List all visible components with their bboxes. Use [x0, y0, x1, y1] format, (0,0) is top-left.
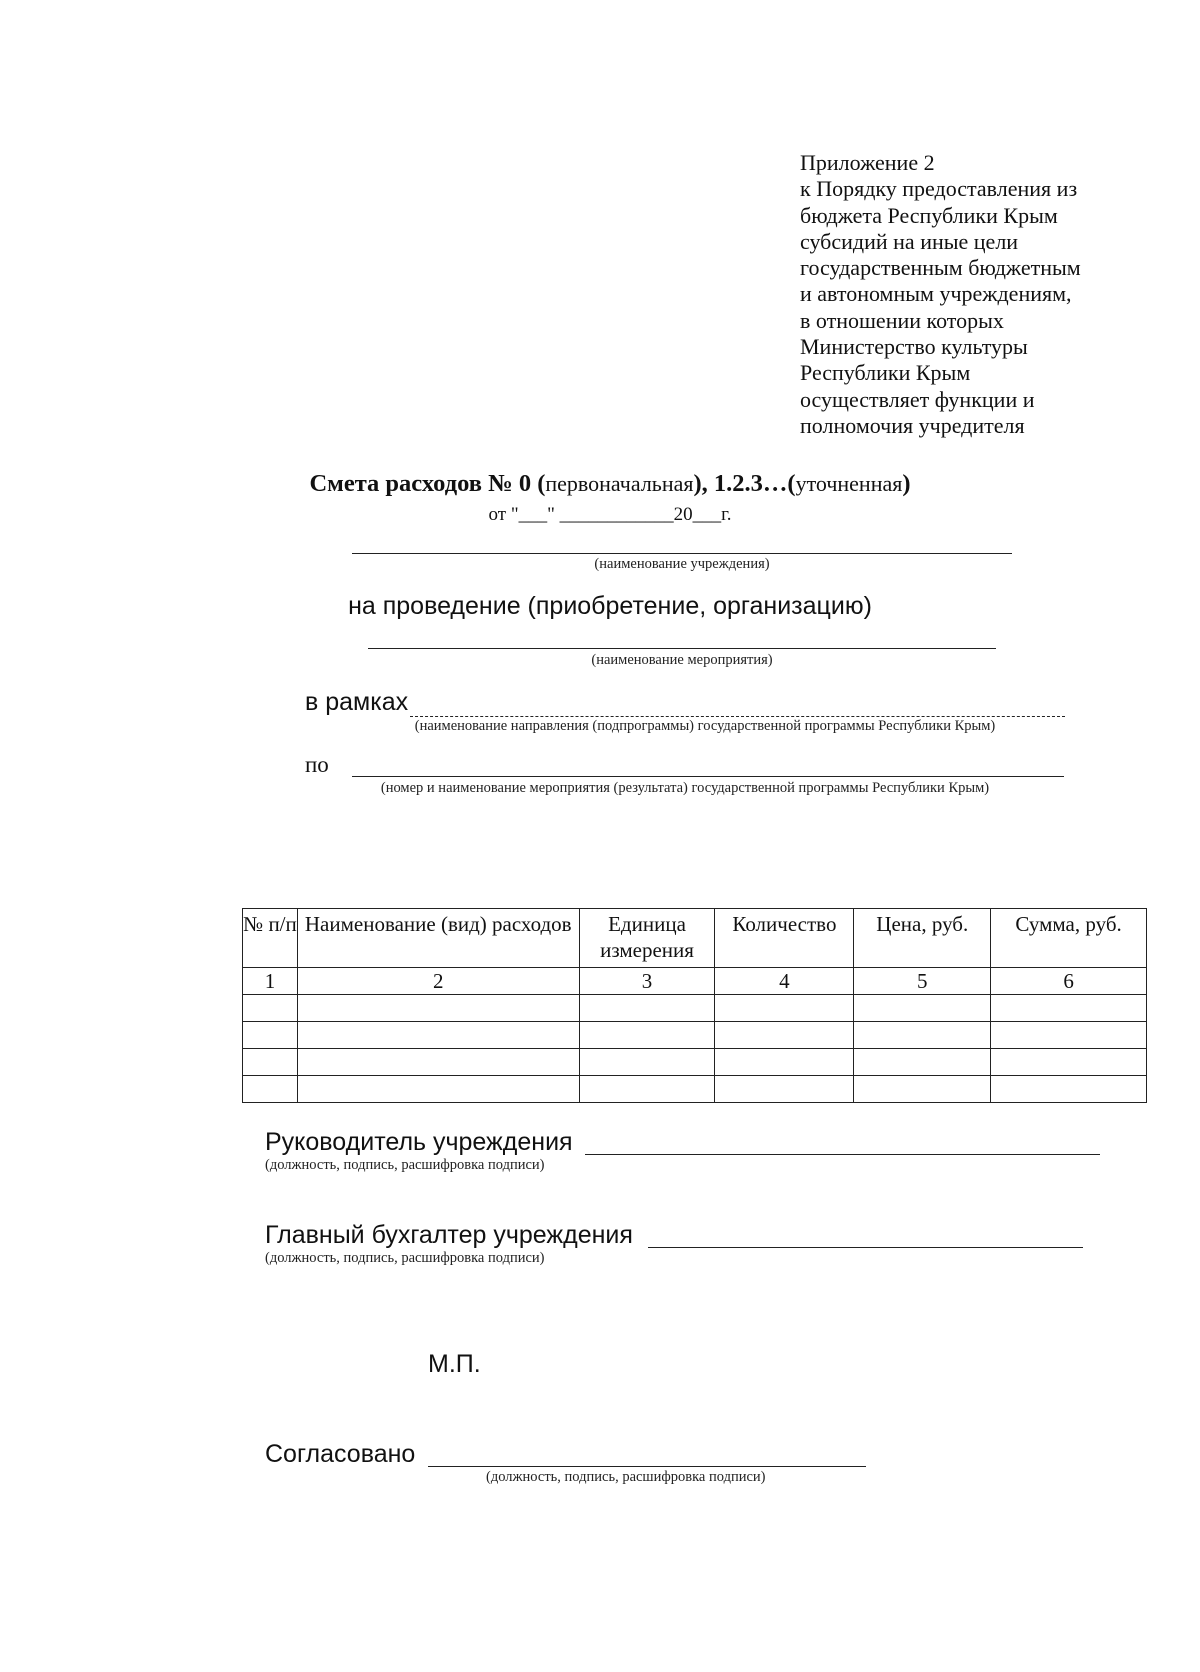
- table-cell[interactable]: [579, 1022, 715, 1049]
- table-cell[interactable]: [991, 1049, 1147, 1076]
- institution-caption: (наименование учреждения): [594, 556, 770, 572]
- header-number: № п/п: [243, 909, 298, 968]
- table-cell[interactable]: [243, 1022, 298, 1049]
- approved-signature-line[interactable]: [428, 1466, 866, 1467]
- column-number: 4: [715, 968, 854, 995]
- title-part: Смета расходов № 0 (: [309, 470, 546, 497]
- table-header-row: [243, 909, 1147, 968]
- title-part: ): [902, 470, 911, 497]
- table-cell[interactable]: [854, 995, 991, 1022]
- header-sum: Сумма, руб.: [991, 909, 1147, 968]
- head-signature-line[interactable]: [585, 1154, 1100, 1155]
- column-number: 5: [854, 968, 991, 995]
- stamp-place: М.П.: [428, 1350, 481, 1378]
- appendix-line: Министерство культуры: [800, 334, 1028, 360]
- accountant-signature-label: Главный бухгалтер учреждения: [265, 1221, 633, 1249]
- event-caption: (наименование мероприятия): [591, 652, 773, 668]
- header-expense-name: Наименование (вид) расходов: [297, 909, 579, 968]
- table-cell[interactable]: [991, 995, 1147, 1022]
- table-cell[interactable]: [854, 1076, 991, 1103]
- program-caption: (наименование направления (подпрограммы) государственной программы Республики Крым): [414, 718, 996, 734]
- appendix-line: к Порядку предоставления из: [800, 176, 1078, 202]
- table-column-numbers-row: [243, 968, 1147, 995]
- appendix-line: бюджета Республики Крым: [800, 202, 1058, 228]
- measure-label: по: [305, 752, 329, 777]
- appendix-line: государственным бюджетным: [800, 255, 1081, 281]
- title-part: первоначальная: [545, 471, 694, 496]
- table-cell[interactable]: [579, 995, 715, 1022]
- document-title: [200, 470, 1020, 498]
- table-cell[interactable]: [243, 1049, 298, 1076]
- head-signature-label: Руководитель учреждения: [265, 1128, 573, 1156]
- event-line[interactable]: [368, 648, 996, 649]
- header-unit: Единица измерения: [579, 909, 715, 968]
- table-row: [243, 1049, 1147, 1076]
- approved-label: Согласовано: [265, 1440, 416, 1468]
- table-cell[interactable]: [715, 1049, 854, 1076]
- table-row: [243, 995, 1147, 1022]
- column-number: 6: [991, 968, 1147, 995]
- appendix-line: осуществляет функции и: [800, 386, 1035, 412]
- column-number: 1: [243, 968, 298, 995]
- approved-signature-caption: (должность, подпись, расшифровка подписи): [486, 1469, 766, 1485]
- measure-line[interactable]: [352, 776, 1064, 777]
- institution-line[interactable]: [352, 553, 1012, 554]
- table-cell[interactable]: [715, 1076, 854, 1103]
- table-cell[interactable]: [991, 1076, 1147, 1103]
- accountant-signature-line[interactable]: [648, 1247, 1083, 1248]
- estimate-table: [242, 908, 1147, 1103]
- appendix-line: Республики Крым: [800, 360, 971, 386]
- table-cell[interactable]: [297, 1049, 579, 1076]
- column-number: 2: [297, 968, 579, 995]
- table-cell[interactable]: [579, 1049, 715, 1076]
- date-line: от "___" ____________20___г.: [488, 504, 732, 525]
- title-part: ), 1.2.3…(: [693, 470, 796, 497]
- table-row: [243, 1076, 1147, 1103]
- appendix-line: субсидий на иные цели: [800, 228, 1019, 254]
- table-cell[interactable]: [297, 1022, 579, 1049]
- table-cell[interactable]: [715, 995, 854, 1022]
- table-cell[interactable]: [715, 1022, 854, 1049]
- accountant-signature-caption: (должность, подпись, расшифровка подписи): [265, 1250, 545, 1266]
- appendix-note: [800, 150, 1130, 439]
- table-cell[interactable]: [297, 1076, 579, 1103]
- appendix-line: Приложение 2: [800, 150, 935, 175]
- title-part: уточненная: [795, 471, 903, 496]
- measure-caption: (номер и наименование мероприятия (результата) государственной программы Республики Крым): [380, 780, 990, 796]
- table-cell[interactable]: [243, 995, 298, 1022]
- appendix-line: и автономным учреждениям,: [800, 281, 1072, 307]
- event-heading: на проведение (приобретение, организацию): [348, 592, 872, 620]
- appendix-line: в отношении которых: [800, 307, 1004, 333]
- header-price: Цена, руб.: [854, 909, 991, 968]
- program-label: в рамках: [305, 688, 409, 716]
- table-cell[interactable]: [297, 995, 579, 1022]
- table-cell[interactable]: [991, 1022, 1147, 1049]
- program-line[interactable]: [410, 716, 1065, 717]
- table-cell[interactable]: [854, 1022, 991, 1049]
- header-quantity: Количество: [715, 909, 854, 968]
- table-cell[interactable]: [854, 1049, 991, 1076]
- head-signature-caption: (должность, подпись, расшифровка подписи): [265, 1157, 545, 1173]
- table-cell[interactable]: [243, 1076, 298, 1103]
- column-number: 3: [579, 968, 715, 995]
- appendix-line: полномочия учредителя: [800, 412, 1025, 438]
- table-cell[interactable]: [579, 1076, 715, 1103]
- table-row: [243, 1022, 1147, 1049]
